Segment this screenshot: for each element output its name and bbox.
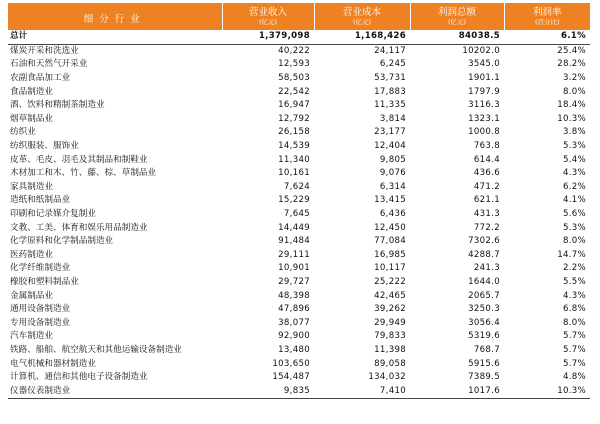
cell-revenue: 15,229 (278, 195, 310, 206)
header-margin-unit: (百分比) (534, 18, 560, 26)
cell-revenue: 16,947 (278, 100, 310, 111)
cell-revenue: 22,542 (278, 86, 310, 97)
cell-name: 专用设备制造业 (10, 317, 71, 328)
cell-revenue: 29,111 (278, 249, 310, 260)
cell-margin: 3.8% (562, 127, 586, 138)
header-cost-label: 营业成本 (342, 7, 381, 18)
table-row (8, 113, 590, 127)
table-row (8, 85, 590, 99)
cell-revenue: 12,593 (278, 59, 310, 70)
cell-margin: 5.4% (562, 154, 586, 165)
header-profit-unit: (亿元) (447, 18, 467, 26)
cell-cost: 25,222 (374, 276, 406, 287)
cell-cost: 9,076 (379, 168, 406, 179)
cell-cost: 89,058 (374, 358, 406, 369)
cell-profit: 614.4 (473, 154, 500, 165)
cell-margin: 8.0% (562, 317, 586, 328)
table-row (8, 153, 590, 167)
cell-name: 铁路、船舶、航空航天和其他运输设备制造业 (10, 344, 182, 355)
cell-profit: 768.7 (473, 344, 500, 355)
cell-profit: 3250.3 (468, 304, 500, 315)
table-row (8, 221, 590, 235)
cell-margin: 28.2% (557, 59, 586, 70)
cell-revenue: 10,901 (278, 263, 310, 274)
table-row (8, 140, 590, 154)
table-row (8, 357, 590, 371)
cell-revenue: 11,340 (278, 154, 310, 165)
cell-cost: 10,117 (374, 263, 406, 274)
header-cost (314, 3, 410, 30)
cell-profit: 7389.5 (468, 372, 500, 383)
cell-profit: 1323.1 (468, 113, 500, 124)
table-row (8, 289, 590, 303)
cell-cost: 77,084 (374, 236, 406, 247)
table-row (8, 181, 590, 195)
table-row (8, 249, 590, 263)
cell-revenue: 48,398 (278, 290, 310, 301)
total-cost: 1,168,426 (314, 30, 410, 44)
cell-name: 金属制品业 (10, 290, 53, 301)
cell-margin: 5.7% (562, 344, 586, 355)
cell-profit: 1644.0 (468, 276, 500, 287)
cell-profit: 772.2 (473, 222, 500, 233)
cell-margin: 14.7% (557, 249, 586, 260)
table-header (8, 3, 590, 30)
cell-name: 农副食品加工业 (10, 73, 71, 84)
table-row (8, 262, 590, 276)
cell-cost: 3,814 (379, 113, 406, 124)
cell-revenue: 13,480 (278, 344, 310, 355)
cell-revenue: 154,487 (272, 372, 310, 383)
header-revenue-unit: (亿元) (258, 18, 278, 26)
cell-profit: 1000.8 (468, 127, 500, 138)
cell-profit: 1901.1 (468, 73, 500, 84)
header-margin (504, 3, 590, 30)
total-row (8, 30, 590, 44)
cell-profit: 3116.3 (468, 100, 500, 111)
cell-revenue: 14,449 (278, 222, 310, 233)
cell-revenue: 12,792 (278, 113, 310, 124)
cell-name: 石油和天然气开采业 (10, 59, 88, 70)
header-revenue (222, 3, 314, 30)
cell-revenue: 7,624 (283, 181, 310, 192)
cell-profit: 431.3 (473, 209, 500, 220)
table-row (8, 344, 590, 358)
cell-revenue: 103,650 (272, 358, 310, 369)
cell-profit: 241.3 (473, 263, 500, 274)
table-row (8, 72, 590, 86)
cell-profit: 3056.4 (468, 317, 500, 328)
table-row (8, 330, 590, 344)
cell-cost: 13,415 (374, 195, 406, 206)
cell-name: 汽车制造业 (10, 331, 53, 342)
header-row (8, 3, 590, 30)
header-industry-label: 细分行业 (83, 14, 146, 25)
cell-margin: 4.8% (562, 372, 586, 383)
cell-name: 烟草制品业 (10, 113, 53, 124)
industry-financials-table (8, 3, 590, 399)
cell-name: 通用设备制造业 (10, 304, 71, 315)
table-row (8, 58, 590, 72)
cell-revenue: 40,222 (278, 45, 310, 56)
cell-name: 纺织服装、服饰业 (10, 141, 79, 152)
cell-name: 造纸和纸制品业 (10, 195, 71, 206)
cell-name: 化学纤维制造业 (10, 263, 71, 274)
cell-cost: 11,398 (374, 344, 406, 355)
cell-margin: 3.2% (562, 73, 586, 84)
cell-cost: 42,465 (374, 290, 406, 301)
cell-name: 橡胶和塑料制品业 (10, 276, 79, 287)
cell-revenue: 47,896 (278, 304, 310, 315)
cell-name: 煤炭开采和洗选业 (10, 45, 79, 56)
cell-margin: 5.5% (562, 276, 586, 287)
cell-cost: 39,262 (374, 304, 406, 315)
cell-name: 皮革、毛皮、羽毛及其制品和制鞋业 (10, 154, 148, 165)
cell-cost: 6,436 (379, 209, 406, 220)
cell-cost: 29,949 (374, 317, 406, 328)
cell-profit: 10202.0 (462, 45, 500, 56)
cell-cost: 134,032 (368, 372, 406, 383)
cell-cost: 7,410 (314, 384, 410, 398)
table-body (8, 30, 590, 399)
cell-profit: 436.6 (473, 168, 500, 179)
cell-cost: 11,335 (374, 100, 406, 111)
table-row (8, 371, 590, 385)
cell-margin: 10.3% (504, 384, 590, 398)
cell-name: 医药制造业 (10, 249, 53, 260)
cell-name: 木材加工和木、竹、藤、棕、草制品业 (10, 168, 157, 179)
cell-profit: 7302.6 (468, 236, 500, 247)
cell-revenue: 91,484 (278, 236, 310, 247)
cell-margin: 5.6% (562, 209, 586, 220)
cell-name: 文教、工美、体育和娱乐用品制造业 (10, 222, 148, 233)
header-margin-label: 利润率 (532, 7, 562, 18)
table-row (8, 167, 590, 181)
table-row (8, 194, 590, 208)
cell-profit: 1017.6 (410, 384, 504, 398)
table-row (8, 316, 590, 330)
cell-revenue: 10,161 (278, 168, 310, 179)
cell-profit: 2065.7 (468, 290, 500, 301)
cell-name: 食品制造业 (10, 86, 53, 97)
cell-cost: 53,731 (374, 73, 406, 84)
table-row (8, 276, 590, 290)
cell-cost: 6,314 (379, 181, 406, 192)
cell-revenue: 14,539 (278, 141, 310, 152)
cell-revenue: 58,503 (278, 73, 310, 84)
table-row (8, 208, 590, 222)
cell-name: 化学原料和化学制品制造业 (10, 236, 114, 247)
industry-table-container (8, 3, 590, 399)
cell-margin: 5.3% (562, 141, 586, 152)
cell-margin: 6.2% (562, 181, 586, 192)
cell-revenue: 38,077 (278, 317, 310, 328)
cell-profit: 1797.9 (468, 86, 500, 97)
cell-cost: 79,833 (374, 331, 406, 342)
cell-name: 电气机械和器材制造业 (10, 358, 96, 369)
header-cost-unit: (亿元) (352, 18, 372, 26)
cell-margin: 8.0% (562, 86, 586, 97)
cell-profit: 5915.6 (468, 358, 500, 369)
table-row (8, 384, 590, 398)
cell-name: 印刷和记录媒介复制业 (10, 209, 96, 220)
cell-revenue: 26,158 (278, 127, 310, 138)
cell-revenue: 7,645 (283, 209, 310, 220)
cell-name: 酒、饮料和精制茶制造业 (10, 100, 105, 111)
cell-margin: 5.3% (562, 222, 586, 233)
table-row (8, 126, 590, 140)
cell-margin: 4.1% (562, 195, 586, 206)
total-profit: 84038.5 (410, 30, 504, 44)
table-row (8, 303, 590, 317)
cell-profit: 5319.6 (468, 331, 500, 342)
header-profit-label: 利润总额 (437, 7, 476, 18)
cell-margin: 18.4% (557, 100, 586, 111)
cell-cost: 23,177 (374, 127, 406, 138)
cell-profit: 621.1 (473, 195, 500, 206)
cell-margin: 2.2% (562, 263, 586, 274)
cell-cost: 9,805 (379, 154, 406, 165)
cell-margin: 5.7% (562, 331, 586, 342)
cell-profit: 3545.0 (468, 59, 500, 70)
header-revenue-label: 营业收入 (248, 7, 287, 18)
cell-margin: 8.0% (562, 236, 586, 247)
table-row (8, 99, 590, 113)
cell-cost: 12,450 (374, 222, 406, 233)
total-revenue: 1,379,098 (222, 30, 314, 44)
cell-margin: 5.7% (562, 358, 586, 369)
cell-name: 计算机、通信和其他电子设备制造业 (10, 372, 148, 383)
table-row (8, 44, 590, 58)
cell-margin: 25.4% (557, 45, 586, 56)
cell-cost: 6,245 (379, 59, 406, 70)
cell-cost: 12,404 (374, 141, 406, 152)
cell-cost: 17,883 (374, 86, 406, 97)
cell-margin: 4.3% (562, 168, 586, 179)
cell-name: 仪器仪表制造业 (8, 384, 222, 398)
table-row (8, 235, 590, 249)
cell-cost: 24,117 (374, 45, 406, 56)
cell-cost: 16,985 (374, 249, 406, 260)
cell-margin: 4.3% (562, 290, 586, 301)
cell-name: 家具制造业 (10, 181, 53, 192)
cell-margin: 6.8% (562, 304, 586, 315)
cell-revenue: 29,727 (278, 276, 310, 287)
header-profit (410, 3, 504, 30)
cell-revenue: 92,900 (278, 331, 310, 342)
cell-name: 纺织业 (10, 127, 36, 138)
header-industry (8, 3, 222, 30)
cell-profit: 4288.7 (468, 249, 500, 260)
cell-profit: 471.2 (473, 181, 500, 192)
cell-profit: 763.8 (473, 141, 500, 152)
total-name: 总计 (8, 30, 222, 44)
cell-revenue: 9,835 (222, 384, 314, 398)
total-margin: 6.1% (504, 30, 590, 44)
cell-margin: 10.3% (557, 113, 586, 124)
